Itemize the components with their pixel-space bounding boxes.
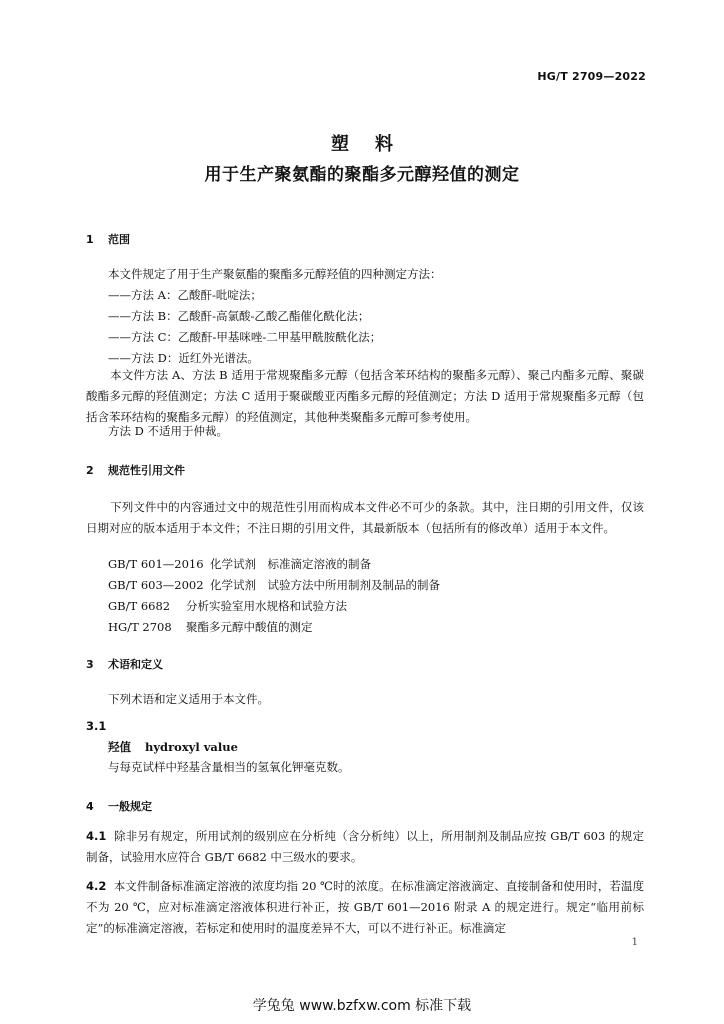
scope-intro: 本文件规定了用于生产聚氨酯的聚酯多元醇羟值的四种测定方法：: [108, 267, 442, 281]
section-title: 规范性引用文件: [108, 464, 185, 477]
reference-item: [108, 557, 371, 571]
method-a: ——方法 A：乙酸酐-吡啶法；: [108, 288, 262, 302]
clause-text: 除非另有规定，所用试剂的级别应在分析纯（含分析纯）以上，所用制剂及制品应按 GB/T 603 的规定制备，试验用水应符合 GB/T 6682 中三级水的要求。: [86, 829, 644, 864]
clause-number: 4.1: [86, 829, 107, 843]
term-definition: 与每克试样中羟基含量相当的氢氧化钾毫克数。: [108, 760, 350, 774]
section-number: 2: [86, 464, 94, 477]
page-number: 1: [631, 937, 638, 948]
method-b: ——方法 B：乙酸酐-高氯酸-乙酸乙酯催化酰化法；: [108, 309, 370, 323]
section-title: 一般规定: [108, 800, 152, 813]
normative-references-text: 下列文件中的内容通过文中的规范性引用而构成本文件必不可少的条款。其中，注日期的引用文件，仅该日期对应的版本适用于本文件；不注日期的引用文件，其最新版本（包括所有的修改单）适用于本文件。: [86, 500, 644, 535]
section-number: 1: [86, 233, 94, 246]
reference-code: HG/T 2708: [108, 620, 172, 634]
reference-item: [108, 578, 440, 592]
term-chinese: 羟值: [108, 740, 131, 754]
section-number: 3: [86, 658, 94, 671]
clause-4-2: [86, 876, 644, 939]
reference-code: GB/T 603—2002: [108, 578, 204, 592]
reference-item: [108, 620, 313, 634]
normative-references-paragraph: [86, 497, 644, 539]
section-2-heading: [86, 462, 185, 478]
scope-note: 方法 D 不适用于仲裁。: [108, 424, 229, 438]
reference-title: 聚酯多元醇中酸值的测定: [186, 620, 313, 634]
reference-code: GB/T 601—2016: [108, 557, 204, 571]
method-c: ——方法 C：乙酸酐-甲基咪唑-二甲基甲酰胺酰化法；: [108, 330, 382, 344]
reference-title: 分析实验室用水规格和试验方法: [186, 599, 347, 613]
terms-intro: 下列术语和定义适用于本文件。: [108, 692, 269, 706]
doc-title-line2: 用于生产聚氨酯的聚酯多元醇羟值的测定: [204, 165, 520, 185]
section-3-heading: [86, 656, 163, 672]
term-english: hydroxyl value: [145, 740, 238, 754]
section-title: 术语和定义: [108, 658, 163, 671]
clause-text: 本文件制备标准滴定溶液的浓度均指 20 ℃时的浓度。在标准滴定溶液滴定、直接制备和使用时，若温度不为 20 ℃，应对标准滴定溶液体积进行补正，按 GB/T 601—2016 附录 A 的规定进行。规定“临用前标定”的标准滴定溶液，若标定和使用时的温度差异不大，可以不进行补正。标准滴定: [86, 879, 644, 935]
method-d: ——方法 D：近红外光谱法。: [108, 351, 259, 365]
section-1-heading: [86, 231, 130, 247]
clause-4-1: [86, 826, 644, 868]
scope-paragraph-text: 本文件方法 A、方法 B 适用于常规聚酯多元醇（包括含苯环结构的聚酯多元醇）、聚己内酯多元醇、聚碳酸酯多元醇的羟值测定；方法 C 适用于聚碳酸亚丙酯多元醇的羟值测定；方法 D 适用于常规聚酯多元醇（包括含苯环结构的聚酯多元醇）的羟值测定，其他种类聚酯多元醇可参考使用。: [86, 368, 644, 424]
term-number: 3.1: [86, 719, 107, 733]
section-number: 4: [86, 800, 94, 813]
footer-watermark: 学兔兔 www.bzfxw.com 标准下载: [252, 998, 472, 1014]
term-entry: [108, 739, 238, 755]
section-title: 范围: [108, 233, 130, 246]
clause-number: 4.2: [86, 879, 107, 893]
reference-item: [108, 599, 347, 613]
scope-paragraph: [86, 365, 644, 428]
section-4-heading: [86, 798, 152, 814]
reference-title: 化学试剂 标准滴定溶液的制备: [210, 557, 371, 571]
doc-title-line1: 塑料: [331, 134, 419, 155]
reference-code: GB/T 6682: [108, 599, 171, 613]
reference-title: 化学试剂 试验方法中所用制剂及制品的制备: [210, 578, 440, 592]
standard-number: HG/T 2709—2022: [537, 70, 646, 83]
